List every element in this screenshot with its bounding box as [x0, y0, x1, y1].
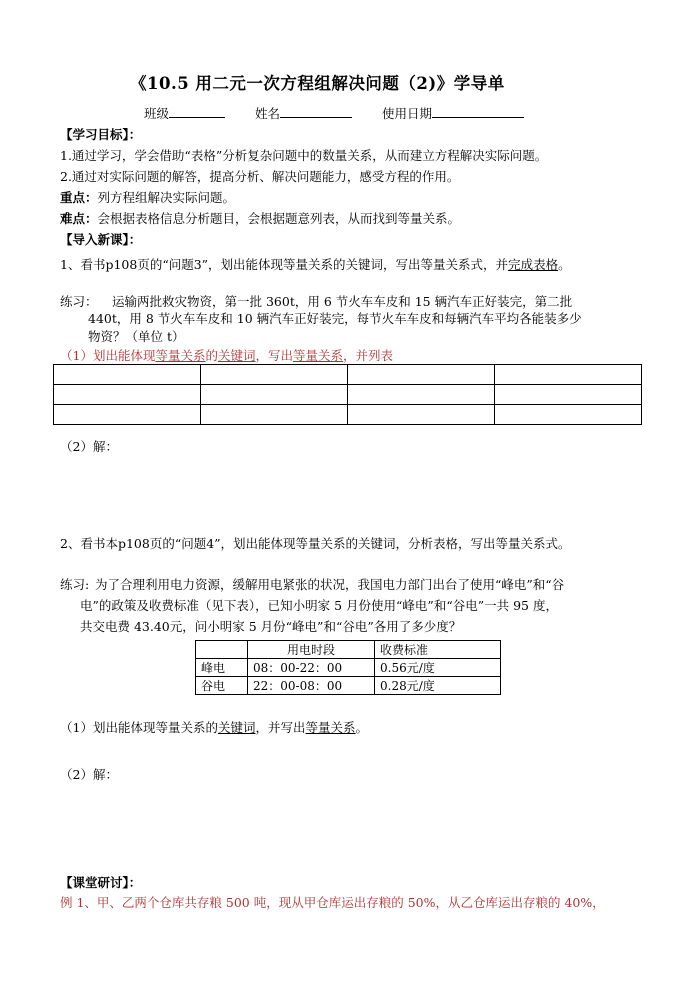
- table-row: [54, 405, 642, 425]
- table-row: [54, 385, 642, 405]
- example-1: 例 1、甲、乙两个仓库共存粮 500 吨，现从甲仓库运出存粮的 50%，从乙仓库运出存粮的 40%，: [60, 895, 605, 910]
- exercise2-line-1: 为了合理利用电力资源，缓解用电紧张的状况，我国电力部门出台了使用“峰电”和“谷: [95, 577, 565, 592]
- class-blank[interactable]: [169, 105, 225, 118]
- goals-heading: 【学习目标】：: [60, 127, 142, 142]
- intro-heading: 【导入新课】：: [60, 232, 142, 247]
- exercise2-label: 练习:: [60, 577, 90, 592]
- fee-rate: 0.56元/度: [375, 659, 501, 677]
- exercise2-line-2: 电”的政策及收费标准（见下表），已知小明家 5 月份使用“峰电”和“谷电”一共 95 度，: [80, 598, 558, 613]
- table-cell[interactable]: [348, 365, 495, 385]
- table-row: [196, 677, 501, 695]
- exercise1-question-1: [60, 346, 393, 364]
- exercise1-line-1: 运输两批救灾物资，第一批 360t，用 6 节火车车皮和 15 辆汽车正好装完，第二批: [112, 294, 573, 309]
- key-point: [60, 188, 235, 206]
- blank-table: [53, 364, 642, 425]
- exercise1-question-2: （2）解：: [60, 439, 118, 454]
- table-cell[interactable]: [495, 405, 642, 425]
- exercise1-line-3: 物资？（单位 t）: [88, 329, 185, 344]
- info-line: [144, 104, 524, 122]
- key-label: 重点：: [60, 190, 98, 205]
- intro-item-2: 2、看书本p108页的“问题4”，划出能体现等量关系的关键词，分析表格，写出等量关系式。: [60, 536, 571, 551]
- q1-part-d: 等量关系: [305, 720, 356, 735]
- goal-item-2: 2.通过对实际问题的解答，提高分析、解决问题能力，感受方程的作用。: [60, 169, 460, 184]
- fee-type: 峰电: [196, 659, 248, 677]
- table-row: [196, 659, 501, 677]
- q1-part-e: 。: [355, 720, 369, 735]
- intro-item-1-text: 1、看书p108页的“问题3”，划出能体现等量关系的关键词，写出等量关系式，并: [60, 257, 509, 272]
- complete-table-text: 完成表格: [508, 257, 559, 272]
- table-cell[interactable]: [201, 405, 348, 425]
- table-cell[interactable]: [348, 405, 495, 425]
- difficulty: [60, 209, 460, 227]
- name-blank[interactable]: [280, 105, 352, 118]
- q1-part-e: ，写出: [255, 348, 294, 363]
- study-heading: 【课堂研讨】：: [60, 875, 142, 890]
- class-label: 班级: [144, 106, 170, 121]
- q1-part-d: 关键词: [218, 348, 256, 363]
- table-cell[interactable]: [495, 365, 642, 385]
- exercise2-line-3: 共交电费 43.40元，问小明家 5 月份“峰电”和“谷电”各用了多少度？: [80, 619, 462, 634]
- q1-part-a: （1）划出能体现: [60, 348, 156, 363]
- fee-table: [195, 640, 501, 695]
- q1-part-c: 的: [205, 348, 218, 363]
- table-cell[interactable]: [495, 385, 642, 405]
- difficulty-label: 难点：: [60, 211, 98, 226]
- fee-period: 22：00-08：00: [248, 677, 375, 695]
- exercise1-line-2: 440t，用 8 节火车车皮和 10 辆汽车正好装完，每节火车车皮和每辆汽车平均各能装多少: [88, 311, 582, 326]
- date-label: 使用日期: [381, 106, 432, 121]
- table-cell[interactable]: [201, 365, 348, 385]
- fee-rate: 0.28元/度: [375, 677, 501, 695]
- table-row: [54, 365, 642, 385]
- table-cell[interactable]: [201, 385, 348, 405]
- fee-header-rate: 收费标准: [375, 641, 501, 659]
- q1-part-f: 等量关系: [293, 348, 344, 363]
- q1-part-c: ，并写出: [255, 720, 306, 735]
- fee-type: 谷电: [196, 677, 248, 695]
- intro-item-1: [60, 255, 571, 273]
- fee-header-blank: [196, 641, 248, 659]
- table-cell[interactable]: [54, 365, 201, 385]
- name-label: 姓名: [254, 106, 280, 121]
- q1-part-g: ，并列表: [343, 348, 394, 363]
- key-text: 列方程组解决实际问题。: [97, 190, 236, 205]
- fee-period: 08：00-22：00: [248, 659, 375, 677]
- q1-part-b: 等量关系: [155, 348, 206, 363]
- fee-header-period: 用电时段: [248, 641, 375, 659]
- exercise2-question-2: （2）解：: [60, 767, 118, 782]
- q1-part-a: （1）划出能体现等量关系的: [60, 720, 218, 735]
- date-blank[interactable]: [432, 105, 524, 118]
- intro-item-1-end: 。: [558, 257, 571, 272]
- table-cell[interactable]: [54, 385, 201, 405]
- difficulty-text: 会根据表格信息分析题目，会根据题意列表，从而找到等量关系。: [97, 211, 461, 226]
- exercise2-question-1: [60, 718, 368, 736]
- exercise1-label: 练习：: [60, 294, 98, 309]
- goal-item-1: 1.通过学习，学会借助“表格”分析复杂问题中的数量关系，从而建立方程解决实际问题。: [60, 148, 548, 163]
- q1-part-b: 关键词: [217, 720, 256, 735]
- fee-header-row: [196, 641, 501, 659]
- page-title: 《10.5 用二元一次方程组解决问题（2)》学导单: [130, 74, 505, 93]
- table-cell[interactable]: [348, 385, 495, 405]
- table-cell[interactable]: [54, 405, 201, 425]
